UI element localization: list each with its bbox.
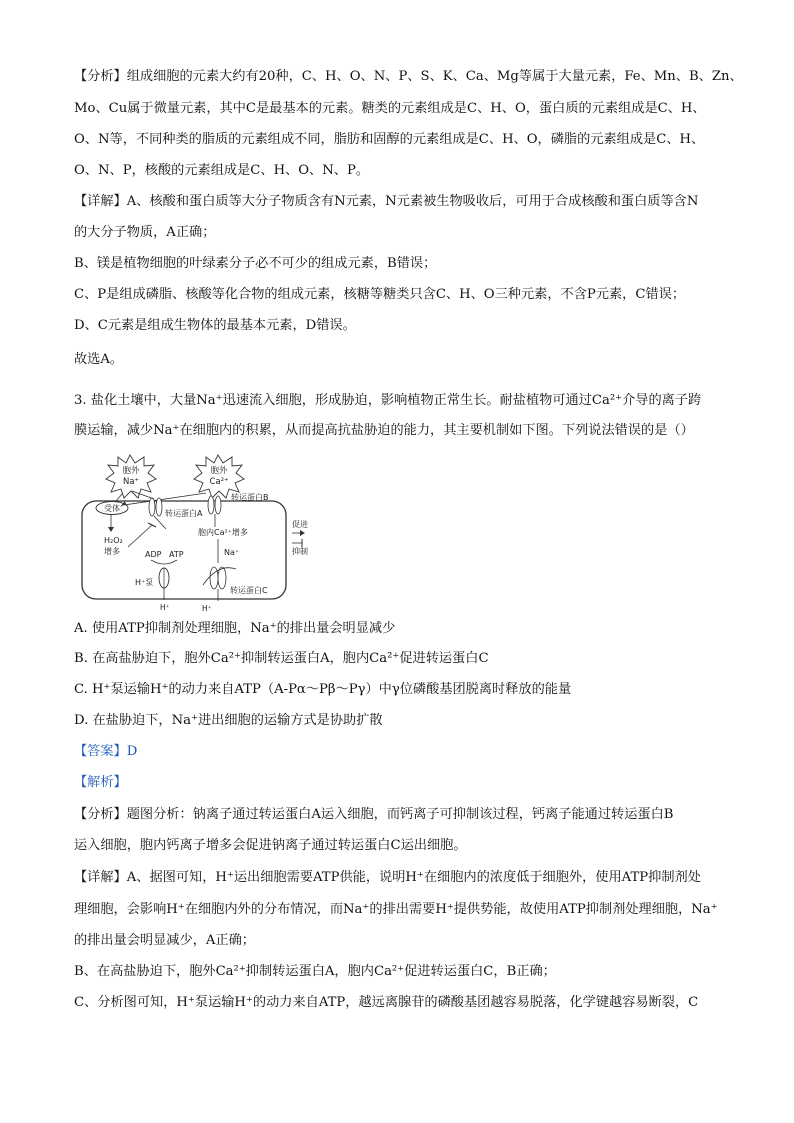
transporter-a-right bbox=[156, 498, 162, 516]
inside-ca-label: 胞内Ca²⁺增多 bbox=[198, 528, 248, 537]
analysis-line-1: 【分析】组成细胞的元素大约有20种，C、H、O、N、P、S、K、Ca、Mg等属于大量元素，Fe、Mn、B、Zn、 bbox=[74, 69, 743, 84]
transporter-a-label: 转运蛋白A bbox=[165, 509, 203, 518]
transporter-b-left bbox=[208, 496, 214, 514]
outside-ca-label-1: 胞外 bbox=[210, 466, 228, 476]
analysis-line-4: O、N、P，核酸的元素组成是C、H、O、N、P。 bbox=[74, 163, 370, 178]
detail-line-2: 的大分子物质，A正确； bbox=[74, 225, 216, 240]
h-plus-label-1: H⁺ bbox=[160, 603, 170, 611]
outside-na-label-1: 胞外 bbox=[122, 466, 140, 476]
atp-label: ATP bbox=[169, 550, 184, 559]
option-b: B. 在高盐胁迫下，胞外Ca²⁺抑制转运蛋白A，胞内Ca²⁺促进转运蛋白C bbox=[74, 651, 489, 666]
h-pump-label: H⁺泵 bbox=[135, 578, 154, 587]
detail-line-4: C、P是组成磷脂、核酸等化合物的组成元素，核糖等糖类只含C、H、O三种元素，不含P元素，C错误； bbox=[74, 287, 686, 302]
transporter-b-label: 转运蛋白B bbox=[231, 493, 269, 502]
detail2-line-5: C、分析图可知，H⁺泵运输H⁺的动力来自ATP，越远离腺苷的磷酸基团越容易脱落，化学键越容易断裂，C bbox=[74, 995, 699, 1010]
question-line-2: 膜运输，减少Na⁺在细胞内的积累，从而提高抗盐胁迫的能力，其主要机制如下图。下列说法错误的是（） bbox=[74, 423, 694, 438]
adp-label: ADP bbox=[145, 550, 162, 559]
detail2-line-4: B、在高盐胁迫下，胞外Ca²⁺抑制转运蛋白A，胞内Ca²⁺促进转运蛋白C，B正确； bbox=[74, 964, 556, 979]
option-d: D. 在盐胁迫下，Na⁺进出细胞的运输方式是协助扩散 bbox=[74, 713, 383, 728]
analysis2-line-2: 运入细胞，胞内钙离子增多会促进钠离子通过转运蛋白C运出细胞。 bbox=[74, 838, 467, 853]
legend-promote: 促进 bbox=[292, 520, 308, 529]
detail2-line-1: 【详解】A、据图可知，H⁺运出细胞需要ATP供能，说明H⁺在细胞内的浓度低于细胞外，使用ATP抑制剂处 bbox=[74, 870, 701, 885]
analysis-line-2: Mo、Cu属于微量元素，其中C是最基本的元素。糖类的元素组成是C、H、O，蛋白质的元素组成是C、H、 bbox=[74, 101, 706, 116]
legend-inhibit: 抑制 bbox=[292, 547, 308, 556]
outside-na-label-2: Na⁺ bbox=[122, 477, 140, 487]
option-c: C. H⁺泵运输H⁺的动力来自ATP（A-Pα～Pβ～Pγ）中γ位磷酸基团脱离时释放的能量 bbox=[74, 682, 572, 697]
detail2-line-3: 的排出量会明显减少，A正确； bbox=[74, 933, 255, 948]
h2o2-label-2: 增多 bbox=[104, 547, 120, 556]
explanation-label: 【解析】 bbox=[74, 775, 127, 790]
conclusion-line: 故选A。 bbox=[74, 352, 124, 367]
ion-transport-diagram bbox=[78, 453, 308, 611]
detail-line-3: B、镁是植物细胞的叶绿素分子必不可少的组成元素，B错误； bbox=[74, 256, 437, 271]
transporter-b-right bbox=[215, 496, 221, 514]
na-inside-label: Na⁺ bbox=[224, 548, 240, 557]
detail-line-5: D、C元素是组成生物体的最基本元素，D错误。 bbox=[74, 318, 356, 333]
answer-label: 【答案】D bbox=[74, 744, 138, 759]
transporter-c-right bbox=[218, 567, 226, 589]
analysis2-line-1: 【分析】题图分析：钠离子通过转运蛋白A运入细胞，而钙离子可抑制该过程，钙离子能通过转运蛋白B bbox=[74, 807, 674, 822]
transporter-a-left bbox=[149, 498, 155, 516]
detail2-line-2: 理细胞，会影响H⁺在细胞内外的分布情况，而Na⁺的排出需要H⁺提供势能，故使用ATP抑制剂处理细胞，Na⁺ bbox=[74, 902, 718, 917]
transporter-c-left bbox=[210, 567, 218, 589]
analysis-line-3: O、N等，不同种类的脂质的元素组成不同，脂肪和固醇的元素组成是C、H、O，磷脂的元素组成是C、H、 bbox=[74, 132, 705, 147]
transporter-c-label: 转运蛋白C bbox=[230, 586, 268, 595]
receptor-label: 受体 bbox=[104, 504, 120, 513]
detail-line-1: 【详解】A、核酸和蛋白质等大分子物质含有N元素，N元素被生物吸收后，可用于合成核酸和蛋白质等含N bbox=[74, 194, 699, 209]
option-a: A. 使用ATP抑制剂处理细胞，Na⁺的排出量会明显减少 bbox=[74, 621, 396, 636]
h2o2-label-1: H₂O₂ bbox=[104, 536, 123, 545]
h-plus-label-2: H⁺ bbox=[202, 604, 212, 611]
question-line-1: 3. 盐化土壤中，大量Na⁺迅速流入细胞，形成胁迫，影响植物正常生长。耐盐植物可通过Ca²⁺介导的离子跨 bbox=[74, 393, 702, 408]
outside-ca-label-2: Ca²⁺ bbox=[209, 477, 229, 487]
